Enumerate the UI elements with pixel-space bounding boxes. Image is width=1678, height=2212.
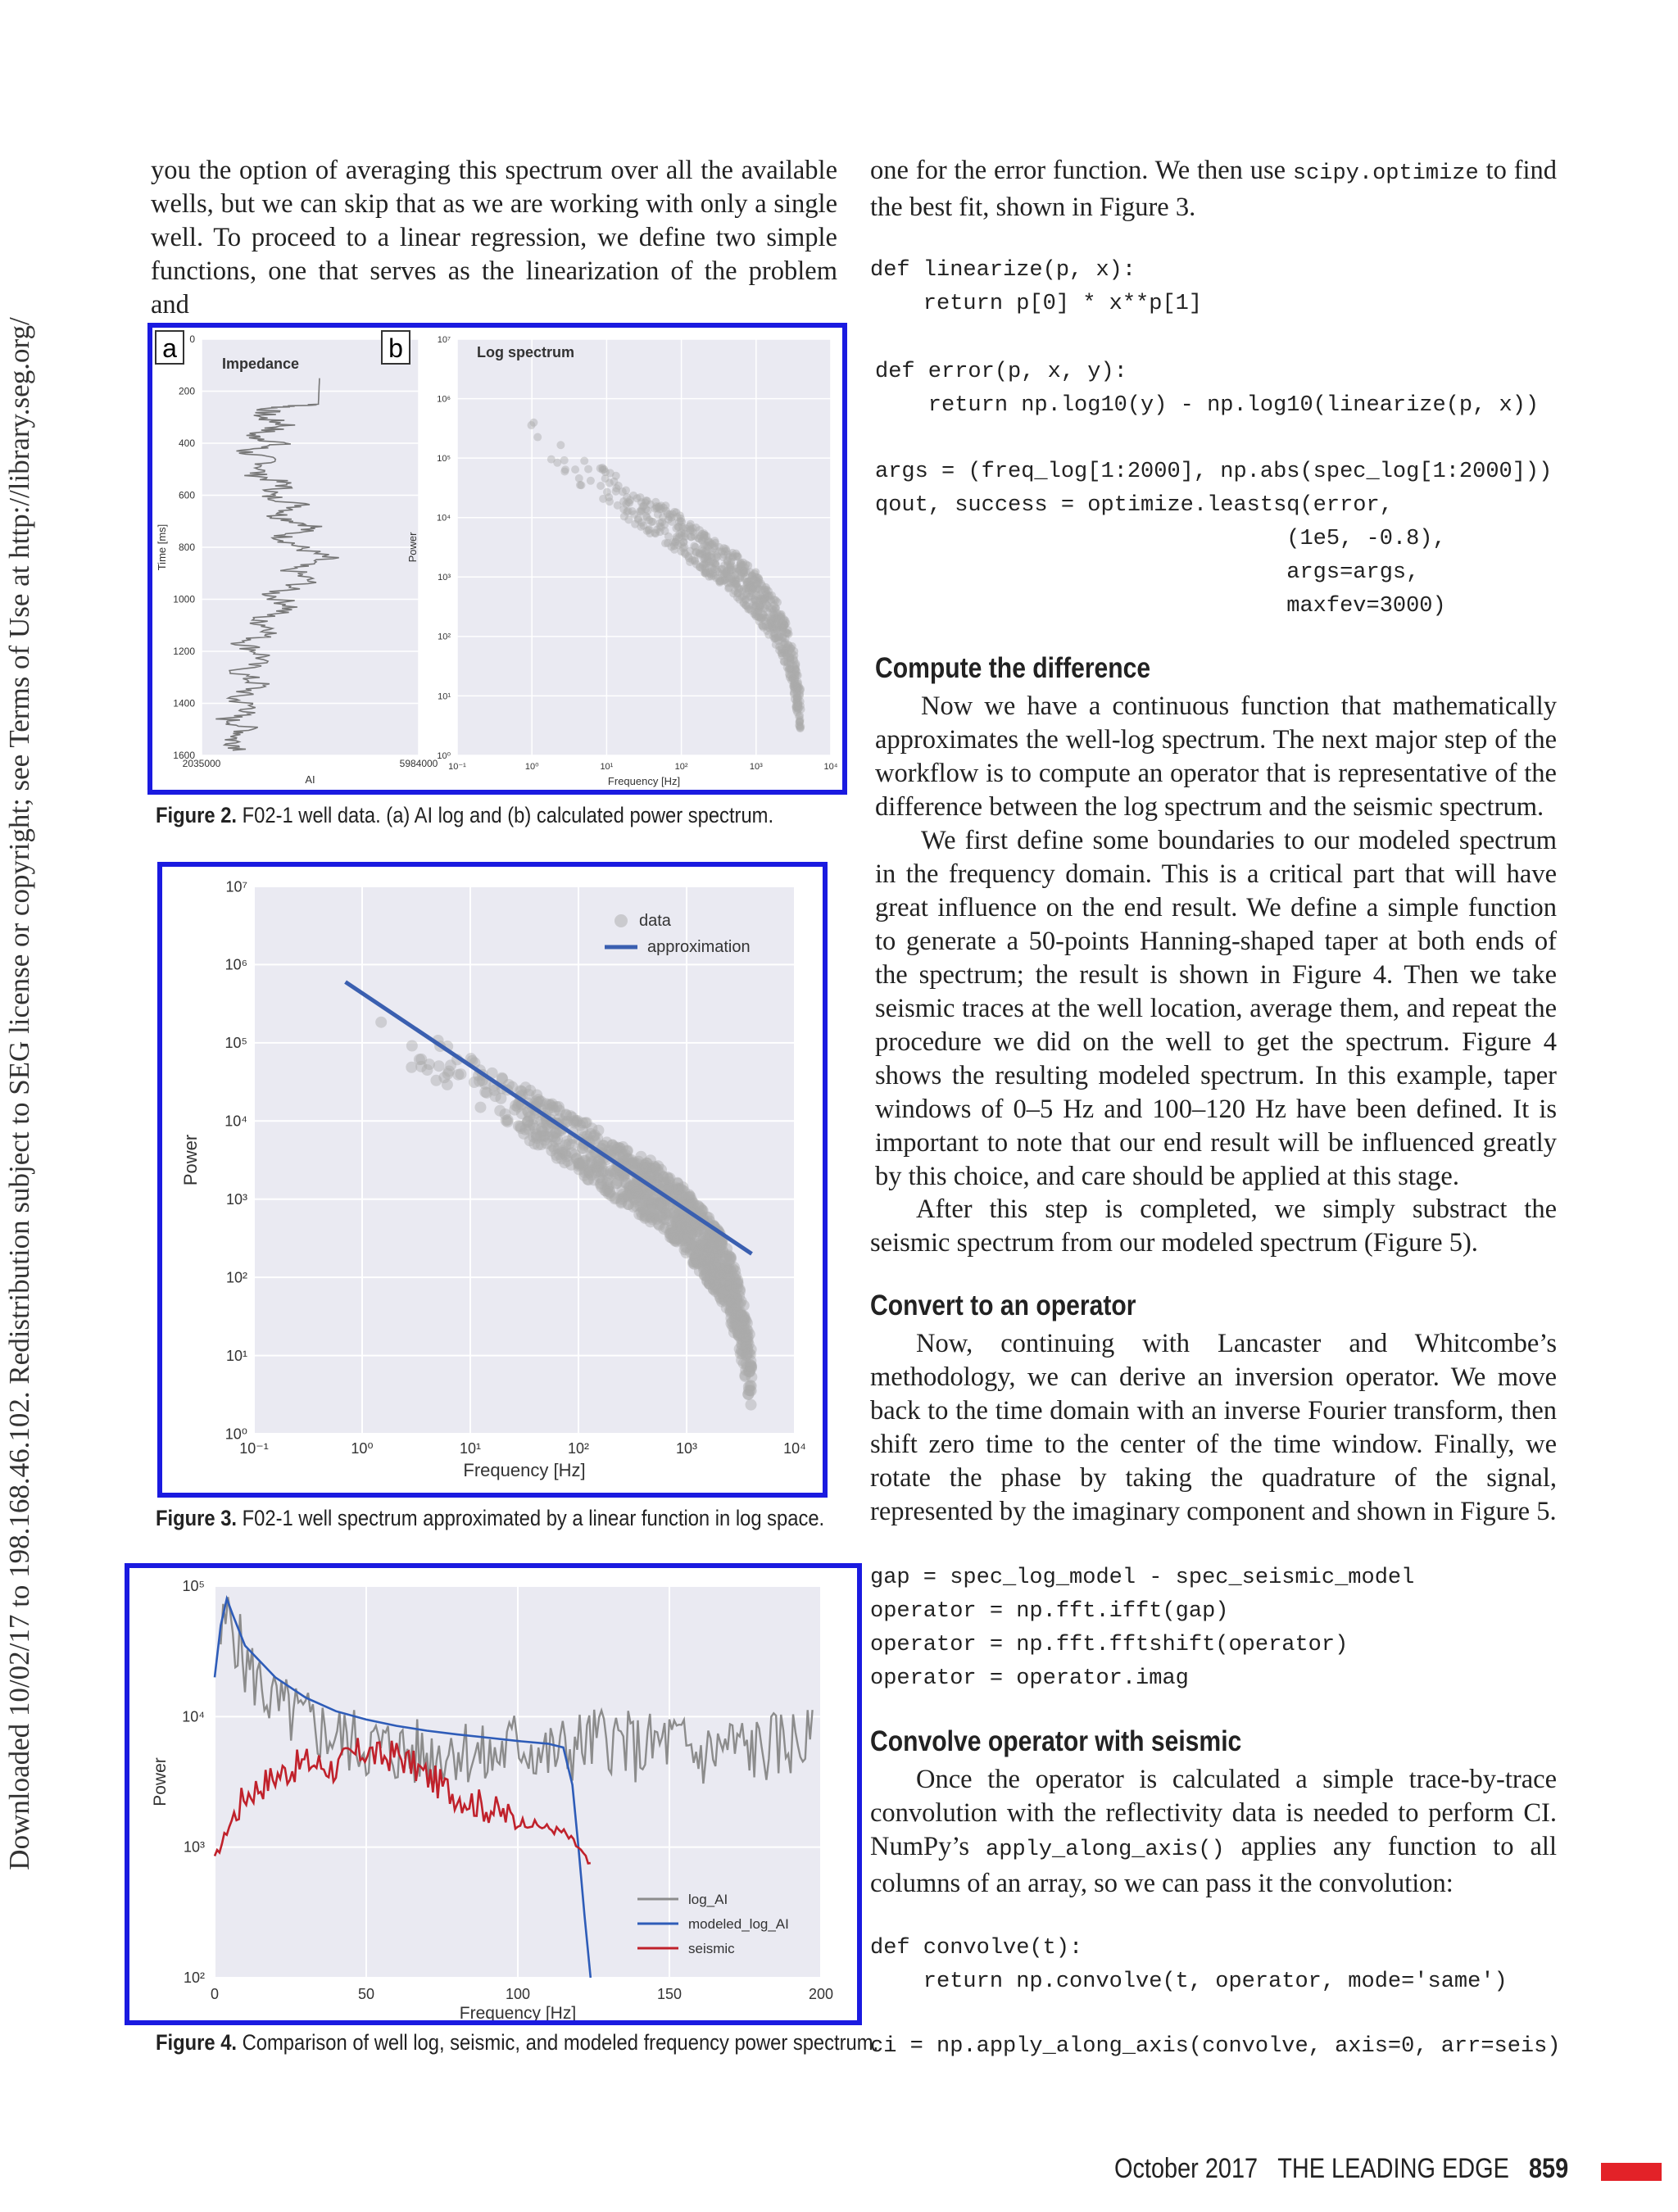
data-point — [624, 498, 633, 506]
data-point — [414, 1054, 425, 1065]
data-point — [695, 549, 703, 557]
legend-label-modeled_log_AI: modeled_log_AI — [688, 1916, 789, 1932]
y-tick-label: 1400 — [173, 697, 195, 709]
data-point — [442, 1068, 454, 1080]
code-linearize: def linearize(p, x): return p[0] * x**p[1] — [870, 258, 1203, 316]
data-point — [773, 633, 782, 641]
y-tick-label: 600 — [178, 489, 195, 501]
data-point — [715, 578, 723, 587]
data-point — [744, 605, 752, 614]
figure-3-caption-text: F02-1 well spectrum approximated by a linear function in log space. — [237, 1506, 825, 1530]
data-point — [634, 514, 642, 523]
figure-3-frame — [157, 862, 828, 1498]
data-point — [587, 477, 595, 485]
x-tick-label: 150 — [656, 1986, 683, 2002]
data-point — [687, 533, 695, 541]
legend-data-marker — [615, 914, 628, 927]
data-point — [663, 1173, 674, 1185]
heading-compute-difference: Compute the difference — [875, 652, 1151, 684]
y-axis-label: Power — [406, 532, 419, 563]
data-point — [751, 596, 759, 604]
chart-title: Impedance — [222, 356, 300, 372]
data-point — [541, 1098, 552, 1109]
y-tick-label: 200 — [178, 385, 195, 397]
left-intro-paragraph: you the option of averaging this spectrum over all the available wells, but we can skip that as we are working with only a single well. To proceed to a linear regression, we define two simple functions, one that serves as the linearization of the problem and — [151, 156, 837, 320]
inline-code-scipy: scipy.optimize — [1292, 161, 1479, 186]
code-optimize: args = (freq_log[1:2000], np.abs(spec_log[1:2000])) qout, success = optimize.leastsq(error, (1e5, -0.8), args=args, maxfev=3000) — [875, 460, 1553, 619]
data-point — [746, 1361, 757, 1372]
right-intro-text-end: to find the best fit, shown in Figure 3. — [870, 156, 1557, 222]
y-tick-label: 10⁵ — [182, 1578, 205, 1594]
panel-b-letter: b — [388, 333, 403, 363]
data-point — [720, 569, 728, 577]
data-point — [733, 593, 741, 601]
x-tick-label: 10⁻¹ — [239, 1440, 269, 1457]
data-point — [724, 1253, 736, 1265]
data-point — [696, 1238, 708, 1249]
legend-data-label: data — [639, 912, 671, 930]
x-tick-label: 10⁴ — [823, 762, 838, 772]
data-point — [715, 547, 723, 555]
y-tick-label: 10⁴ — [437, 513, 451, 524]
data-point — [495, 1093, 506, 1104]
x-axis-label: AI — [305, 773, 315, 786]
data-point — [599, 495, 607, 503]
y-tick-label: 10¹ — [438, 691, 451, 702]
code-error: def error(p, x, y): return np.log10(y) - np.log10(linearize(p, x)) — [875, 360, 1540, 418]
data-point — [668, 514, 676, 522]
x-axis-label: Frequency [Hz] — [607, 775, 681, 787]
figure-4-caption-text: Comparison of well log, seismic, and modeled frequency power spectrum. — [237, 2030, 879, 2055]
data-point — [733, 1327, 745, 1339]
footer-date: October 2017 — [1114, 2153, 1258, 2184]
data-point — [658, 1223, 669, 1235]
y-tick-label: 10⁴ — [224, 1113, 247, 1130]
data-point — [573, 1158, 584, 1170]
x-axis-label: Frequency [Hz] — [463, 1460, 586, 1480]
data-point — [646, 529, 654, 537]
data-point — [455, 1068, 466, 1080]
data-point — [524, 1085, 536, 1096]
data-point — [599, 465, 607, 474]
footer-page-number: 859 — [1528, 2153, 1569, 2184]
chart-title: Log spectrum — [477, 344, 575, 360]
data-point — [793, 703, 801, 711]
data-point — [502, 1114, 514, 1126]
y-tick-label: 10³ — [183, 1838, 205, 1856]
x-tick-label: 10³ — [675, 1440, 698, 1457]
data-point — [704, 1262, 715, 1273]
footer — [1114, 2153, 1568, 2185]
data-point — [474, 1102, 486, 1113]
y-tick-label: 400 — [178, 437, 195, 449]
data-point — [743, 1381, 755, 1393]
y-axis-label: Power — [180, 1134, 201, 1186]
data-point — [758, 582, 766, 590]
data-point — [533, 433, 542, 442]
convolve-text-end: applies any function to all columns of an array, so we can pass it the convolution: — [870, 1832, 1557, 1898]
data-point — [616, 1185, 628, 1197]
data-point — [479, 1086, 491, 1098]
data-point — [786, 671, 794, 679]
data-point — [778, 645, 786, 653]
y-axis-label: Time [ms] — [156, 524, 168, 571]
data-point — [701, 569, 709, 577]
x-tick-label: 10¹ — [600, 762, 614, 772]
x-tick-label: 2035000 — [182, 758, 221, 769]
data-point — [670, 1216, 682, 1227]
data-point — [636, 493, 644, 501]
x-tick-label: 100 — [505, 1986, 531, 2002]
data-point — [584, 465, 592, 474]
y-tick-label: 10⁷ — [437, 334, 451, 345]
y-tick-label: 1200 — [173, 646, 195, 657]
x-tick-label: 10¹ — [459, 1440, 482, 1457]
x-tick-label: 10³ — [749, 762, 763, 772]
data-point — [741, 1348, 753, 1359]
code-apply: ci = np.apply_along_axis(convolve, axis=0, arr=seis) — [870, 2034, 1561, 2059]
legend-approx-label: approximation — [647, 938, 751, 956]
y-tick-label: 10⁴ — [182, 1708, 205, 1725]
y-tick-label: 10² — [183, 1969, 205, 1986]
data-point — [375, 1017, 387, 1028]
figure-3-caption — [156, 1506, 824, 1531]
x-tick-label: 5984000 — [399, 758, 438, 769]
data-point — [773, 598, 782, 606]
data-point — [612, 484, 620, 492]
inline-code-apply-along-axis: apply_along_axis() — [986, 1838, 1225, 1862]
data-point — [738, 1311, 750, 1322]
data-point — [737, 562, 746, 570]
data-point — [764, 623, 773, 632]
data-point — [561, 465, 569, 474]
code-convolve: def convolve(t): return np.convolve(t, operator, mode='same') — [870, 1936, 1508, 1994]
x-tick-label: 10⁴ — [783, 1440, 806, 1457]
download-notice-text: Downloaded 10/02/17 to 198.168.46.102. Redistribution subject to SEG license or copyright; see Terms of Use at http://library.seg.org/ — [3, 317, 35, 1870]
footer-accent-bar — [1601, 2163, 1662, 2181]
y-tick-label: 10² — [438, 632, 451, 642]
x-tick-label: 10² — [674, 762, 688, 772]
y-tick-label: 10³ — [438, 573, 451, 583]
data-point — [739, 1371, 751, 1382]
paragraph-compute-3: After this step is completed, we simply substract the seismic spectrum from our modeled spectrum (Figure 5). — [870, 1194, 1557, 1258]
data-point — [680, 533, 688, 541]
data-point — [746, 1399, 757, 1411]
data-point — [742, 578, 751, 586]
figure-2-caption-text: F02-1 well data. (a) AI log and (b) calculated power spectrum. — [237, 803, 774, 827]
x-tick-label: 200 — [808, 1986, 834, 2002]
data-point — [571, 465, 579, 474]
data-point — [619, 505, 628, 514]
data-point — [551, 1133, 563, 1145]
data-point — [718, 1267, 729, 1279]
legend-label-seismic: seismic — [688, 1941, 735, 1956]
data-point — [528, 421, 536, 429]
data-point — [680, 543, 688, 551]
data-point — [661, 539, 669, 547]
figure-2-frame — [147, 323, 847, 795]
data-point — [794, 678, 802, 687]
download-notice-sidebar — [2, 317, 38, 1870]
x-tick-label: 50 — [357, 1986, 375, 2002]
data-point — [551, 1153, 563, 1164]
figure-4-caption — [156, 2030, 878, 2056]
data-point — [494, 1105, 506, 1117]
data-point — [655, 502, 663, 510]
data-point — [605, 1168, 616, 1180]
y-tick-label: 1600 — [173, 750, 195, 761]
fig3-plot-area — [254, 886, 795, 1434]
figure-4-chart — [129, 1568, 857, 2020]
data-point — [653, 1211, 664, 1222]
data-point — [524, 1135, 536, 1146]
y-tick-label: 10⁶ — [437, 394, 451, 405]
x-tick-label: 0 — [210, 1986, 220, 2002]
y-axis-label: Power — [151, 1757, 170, 1806]
data-point — [672, 1183, 683, 1194]
data-point — [796, 722, 804, 730]
data-point — [725, 1280, 737, 1291]
data-point — [430, 1075, 442, 1086]
y-tick-label: 10³ — [225, 1191, 247, 1208]
convolve-text: Once the operator is calculated a simple trace-by-trace convolution with the reflectivity data is needed to perform CI. NumPy’s — [870, 1765, 1557, 1861]
data-point — [687, 520, 695, 528]
data-point — [406, 1040, 418, 1051]
figure-4-label: Figure 4. — [156, 2030, 238, 2055]
data-point — [673, 533, 681, 541]
paragraph-compute-1: Now we have a continuous function that mathematically approximates the well-log spectrum. The next major step of the workflow is to compute an operator that is representative of the difference between the log spectrum and the seismic spectrum. — [875, 691, 1557, 822]
y-tick-label: 10⁵ — [224, 1035, 247, 1052]
data-point — [513, 1120, 524, 1131]
right-intro-text: one for the error function. We then use — [870, 156, 1293, 185]
y-tick-label: 10¹ — [225, 1347, 247, 1364]
data-point — [679, 1235, 691, 1246]
code-operator: gap = spec_log_model - spec_seismic_model operator = np.fft.ifft(gap) operator = np.fft.fftshift(operator) operator = operator.imag — [870, 1566, 1415, 1691]
x-tick-label: 10⁰ — [524, 762, 539, 772]
data-point — [424, 1058, 435, 1070]
y-tick-label: 10⁰ — [437, 750, 451, 761]
y-tick-label: 0 — [189, 333, 195, 345]
figure-2-label: Figure 2. — [156, 803, 238, 827]
y-tick-label: 10⁰ — [224, 1426, 247, 1443]
data-point — [615, 1145, 627, 1157]
data-point — [556, 441, 565, 449]
right-intro-paragraph — [870, 154, 1557, 224]
figure-3-chart — [162, 867, 823, 1493]
data-point — [642, 512, 651, 520]
data-point — [683, 1189, 695, 1200]
data-point — [785, 630, 793, 638]
data-point — [698, 530, 706, 538]
x-tick-label: 10⁰ — [351, 1440, 374, 1457]
data-point — [577, 481, 585, 489]
heading-convolve: Convolve operator with seismic — [870, 1725, 1242, 1757]
data-point — [561, 1150, 573, 1162]
y-tick-label: 10² — [225, 1269, 247, 1286]
y-tick-label: 800 — [178, 542, 195, 553]
figure-3-label: Figure 3. — [156, 1506, 238, 1530]
footer-journal: THE LEADING EDGE — [1277, 2153, 1509, 2184]
data-point — [728, 551, 737, 560]
figure-2-chart — [152, 328, 842, 790]
x-tick-label: 10⁻¹ — [448, 762, 466, 772]
data-point — [769, 605, 777, 613]
data-point — [660, 520, 669, 528]
data-point — [705, 1271, 716, 1283]
y-tick-label: 1000 — [173, 593, 195, 605]
data-point — [676, 511, 684, 519]
figure-2-caption — [156, 803, 773, 828]
data-point — [699, 1228, 710, 1240]
data-point — [778, 619, 786, 628]
data-point — [651, 1164, 663, 1176]
data-point — [744, 561, 752, 569]
data-point — [652, 1198, 664, 1209]
data-point — [639, 522, 647, 530]
data-point — [538, 1130, 550, 1141]
data-point — [596, 1161, 607, 1172]
paragraph-convolve — [870, 1763, 1557, 1901]
data-point — [681, 1222, 692, 1234]
data-point — [723, 1294, 735, 1306]
data-point — [601, 474, 610, 483]
heading-convert-operator: Convert to an operator — [870, 1290, 1136, 1321]
x-axis-label: Frequency [Hz] — [459, 2004, 577, 2020]
data-point — [787, 644, 795, 652]
x-tick-label: 10² — [567, 1440, 590, 1457]
data-point — [684, 552, 692, 560]
paragraph-convert: Now, continuing with Lancaster and Whitcombe’s methodology, we can derive an inversion operator. We move back to the time domain with an inverse Fourier transform, then shift zero time to the center of the time window. Finally, we rotate the phase by taking the quadrature of the signal, represented by the imaginary component and shown in Figure 5. — [870, 1329, 1557, 1526]
figure-4-frame — [125, 1563, 862, 2025]
legend-label-log_AI: log_AI — [688, 1892, 728, 1907]
data-point — [708, 553, 716, 561]
data-point — [724, 584, 732, 592]
data-point — [786, 653, 794, 661]
y-tick-label: 10⁷ — [225, 878, 247, 895]
data-point — [433, 1060, 445, 1072]
data-point — [708, 540, 716, 548]
data-point — [580, 457, 588, 465]
fig2b-plot-area — [457, 339, 831, 755]
panel-a-letter: a — [162, 333, 177, 363]
data-point — [733, 1290, 745, 1302]
data-point — [629, 1194, 641, 1205]
data-point — [553, 459, 561, 467]
y-tick-label: 10⁵ — [437, 453, 451, 464]
data-point — [596, 482, 605, 490]
data-point — [669, 1233, 680, 1244]
data-point — [751, 576, 759, 584]
y-tick-label: 10⁶ — [224, 956, 247, 973]
paragraph-compute-2: We first define some boundaries to our modeled spectrum in the frequency domain. This is a critical part that will have great influence on the end result. We define a simple function to generate a 50-points Hanning-shaped taper at both ends of the spectrum; the result is shown in Figure 4. Then we take seismic traces at the well location, average them, and repeat the procedure we did on the well to get the spectrum. Figure 4 shows the resulting modeled spectrum. In this example, taper windows of 0–5 Hz and 100–120 Hz have been defined. It is important to note that our end result will be influenced greatly by this choice, and care should be applied at this stage. — [875, 826, 1557, 1191]
